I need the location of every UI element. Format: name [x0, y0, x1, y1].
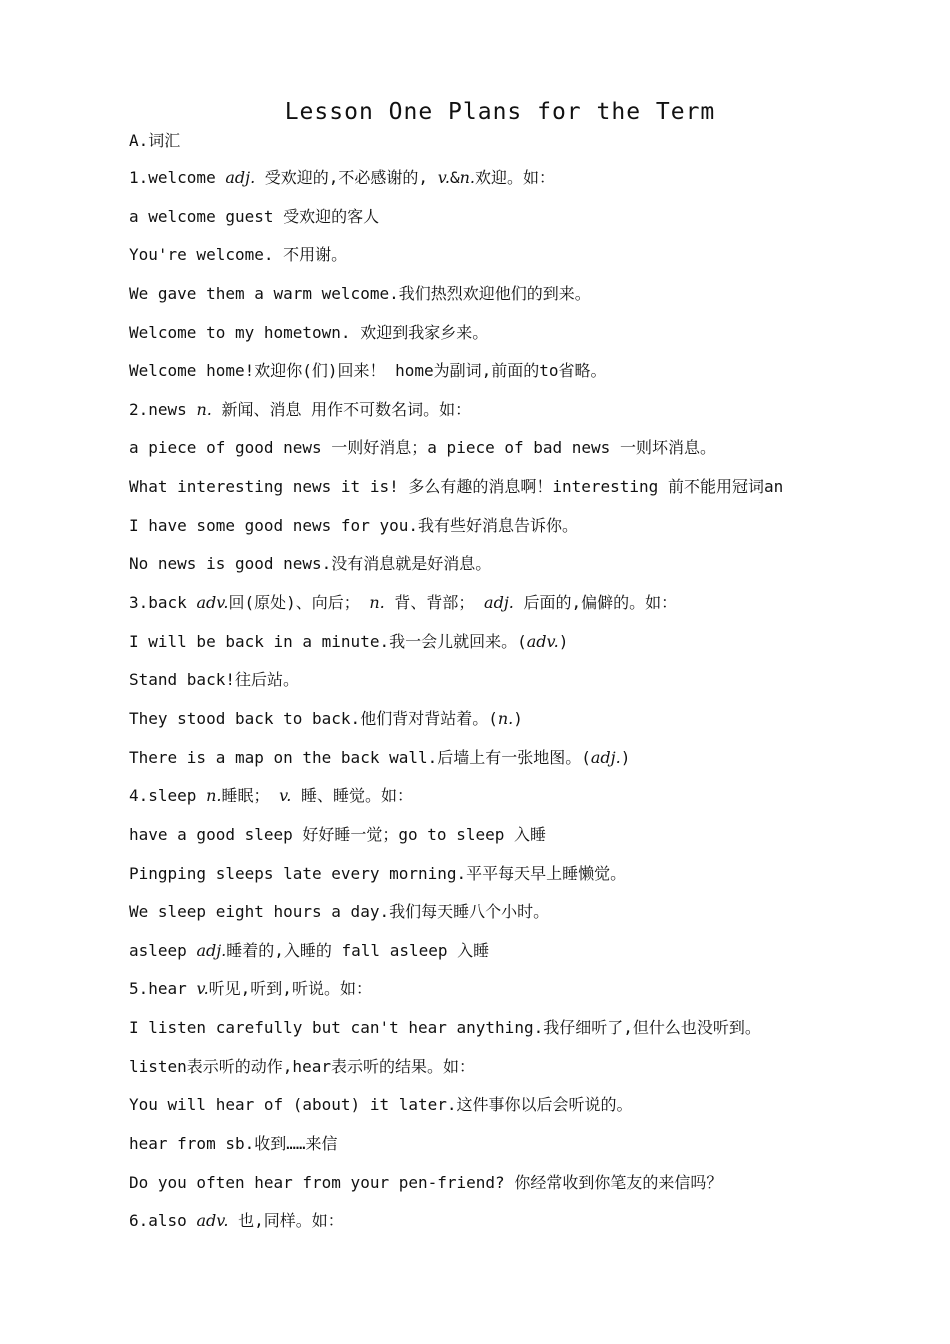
text-segment: 3.back: [129, 593, 197, 613]
part-of-speech: v.: [279, 786, 292, 806]
text-line: [129, 784, 929, 823]
text-line: [129, 977, 929, 1016]
text-line: [129, 1093, 929, 1132]
part-of-speech: v.: [196, 979, 209, 999]
text-line: [129, 1171, 929, 1210]
text-segment: You will hear of (about) it later.这件事你以后会听说的。: [129, 1095, 633, 1115]
part-of-speech: n.: [497, 708, 514, 728]
text-line: [129, 398, 929, 437]
text-segment: 4.sleep: [129, 786, 207, 806]
text-line: [129, 475, 929, 514]
text-segment: What interesting news it is! 多么有趣的消息啊！interesting 前不能用冠词an: [129, 477, 784, 497]
text-segment: They stood back to back.他们背对背站着。(: [129, 708, 498, 728]
text-line: [129, 436, 929, 475]
text-line: [129, 321, 929, 360]
text-segment: There is a map on the back wall.后墙上有一张地图。(: [129, 747, 591, 767]
text-segment: 1.welcome: [129, 168, 226, 187]
text-segment: You're welcome. 不用谢。: [129, 245, 348, 265]
text-line: [129, 746, 929, 785]
text-line: [129, 205, 929, 244]
text-segment: Welcome home!欢迎你(们)回来！ home为副词,前面的to省略。: [129, 361, 607, 381]
text-segment: Do you often hear from your pen-friend? 你经常收到你笔友的来信吗？: [129, 1172, 723, 1192]
text-line: [129, 243, 929, 282]
text-line: [129, 1016, 929, 1055]
text-line: [129, 630, 929, 669]
text-segment: 睡、睡觉。如：: [291, 786, 413, 806]
text-line: [129, 552, 929, 591]
text-segment: asleep: [129, 940, 197, 960]
text-segment: 受欢迎的,不必感谢的,: [255, 168, 438, 187]
text-segment: 欢迎。如：: [474, 168, 555, 187]
text-segment: Stand back!往后站。: [129, 670, 299, 690]
part-of-speech: adj.: [225, 168, 256, 187]
text-segment: I have some good news for you.我有些好消息告诉你。: [129, 515, 578, 535]
part-of-speech: n.: [369, 593, 385, 613]
text-line: [129, 1209, 929, 1248]
text-line: [129, 707, 929, 746]
text-segment: 睡眠；: [221, 786, 280, 806]
text-segment: 回(原处)、向后；: [228, 593, 370, 613]
part-of-speech: n.: [196, 399, 212, 419]
text-line: [129, 282, 929, 321]
text-segment: &: [449, 168, 460, 187]
text-segment: 背、背部；: [384, 593, 485, 613]
text-segment: 后面的,偏僻的。如：: [513, 593, 678, 613]
text-segment: a piece of good news 一则好消息；a piece of bad news 一则坏消息。: [129, 438, 716, 458]
text-segment: hear from sb.收到……来信: [129, 1134, 338, 1154]
text-segment: ): [558, 631, 569, 651]
text-segment: 新闻、消息 用作不可数名词。如：: [211, 399, 472, 419]
text-segment: 听见,听到,听说。如：: [208, 979, 372, 999]
text-line: [129, 823, 929, 862]
text-segment: I will be back in a minute.我一会儿就回来。(: [129, 631, 527, 651]
text-segment: Pingping sleeps late every morning.平平每天早上睡懒觉。: [129, 863, 627, 883]
section-heading: A.词汇: [129, 131, 181, 150]
text-segment: a welcome guest 受欢迎的客人: [129, 206, 380, 226]
part-of-speech: adj.: [484, 593, 514, 613]
text-segment: We sleep eight hours a day.我们每天睡八个小时。: [129, 902, 550, 922]
text-line: [129, 1055, 929, 1094]
text-line: [129, 591, 929, 630]
part-of-speech: v.: [437, 168, 450, 187]
text-segment: 也,同样。如：: [228, 1211, 344, 1231]
text-line: [129, 939, 929, 978]
part-of-speech: n.: [459, 168, 475, 187]
text-segment: Welcome to my hometown. 欢迎到我家乡来。: [129, 322, 489, 342]
text-segment: No news is good news.没有消息就是好消息。: [129, 554, 492, 574]
text-line: [129, 668, 929, 707]
text-segment: We gave them a warm welcome.我们热烈欢迎他们的到来。: [129, 283, 591, 303]
text-segment: I listen carefully but can't hear anything.我仔细听了,但什么也没听到。: [129, 1018, 761, 1038]
text-line: [129, 166, 929, 205]
text-segment: have a good sleep 好好睡一觉；go to sleep 入睡: [129, 824, 546, 844]
part-of-speech: adj.: [196, 940, 227, 960]
part-of-speech: n.: [206, 786, 222, 806]
text-line: [129, 514, 929, 553]
vocabulary-lines: [129, 166, 929, 1248]
text-segment: 2.news: [129, 399, 197, 419]
text-segment: 6.also: [129, 1211, 197, 1231]
part-of-speech: adv.: [526, 631, 559, 651]
page-title: Lesson One Plans for the Term: [284, 99, 716, 125]
text-line: [129, 1132, 929, 1171]
text-segment: listen表示听的动作,hear表示听的结果。如：: [129, 1056, 475, 1076]
part-of-speech: adv.: [196, 1211, 229, 1231]
text-segment: ): [513, 708, 523, 728]
text-line: [129, 862, 929, 901]
text-segment: ): [620, 747, 631, 767]
part-of-speech: adv.: [196, 593, 229, 613]
text-segment: 5.hear: [129, 979, 197, 999]
part-of-speech: adj.: [590, 747, 621, 767]
text-line: [129, 359, 929, 398]
text-line: [129, 900, 929, 939]
text-segment: 睡着的,入睡的 fall asleep 入睡: [226, 940, 490, 960]
